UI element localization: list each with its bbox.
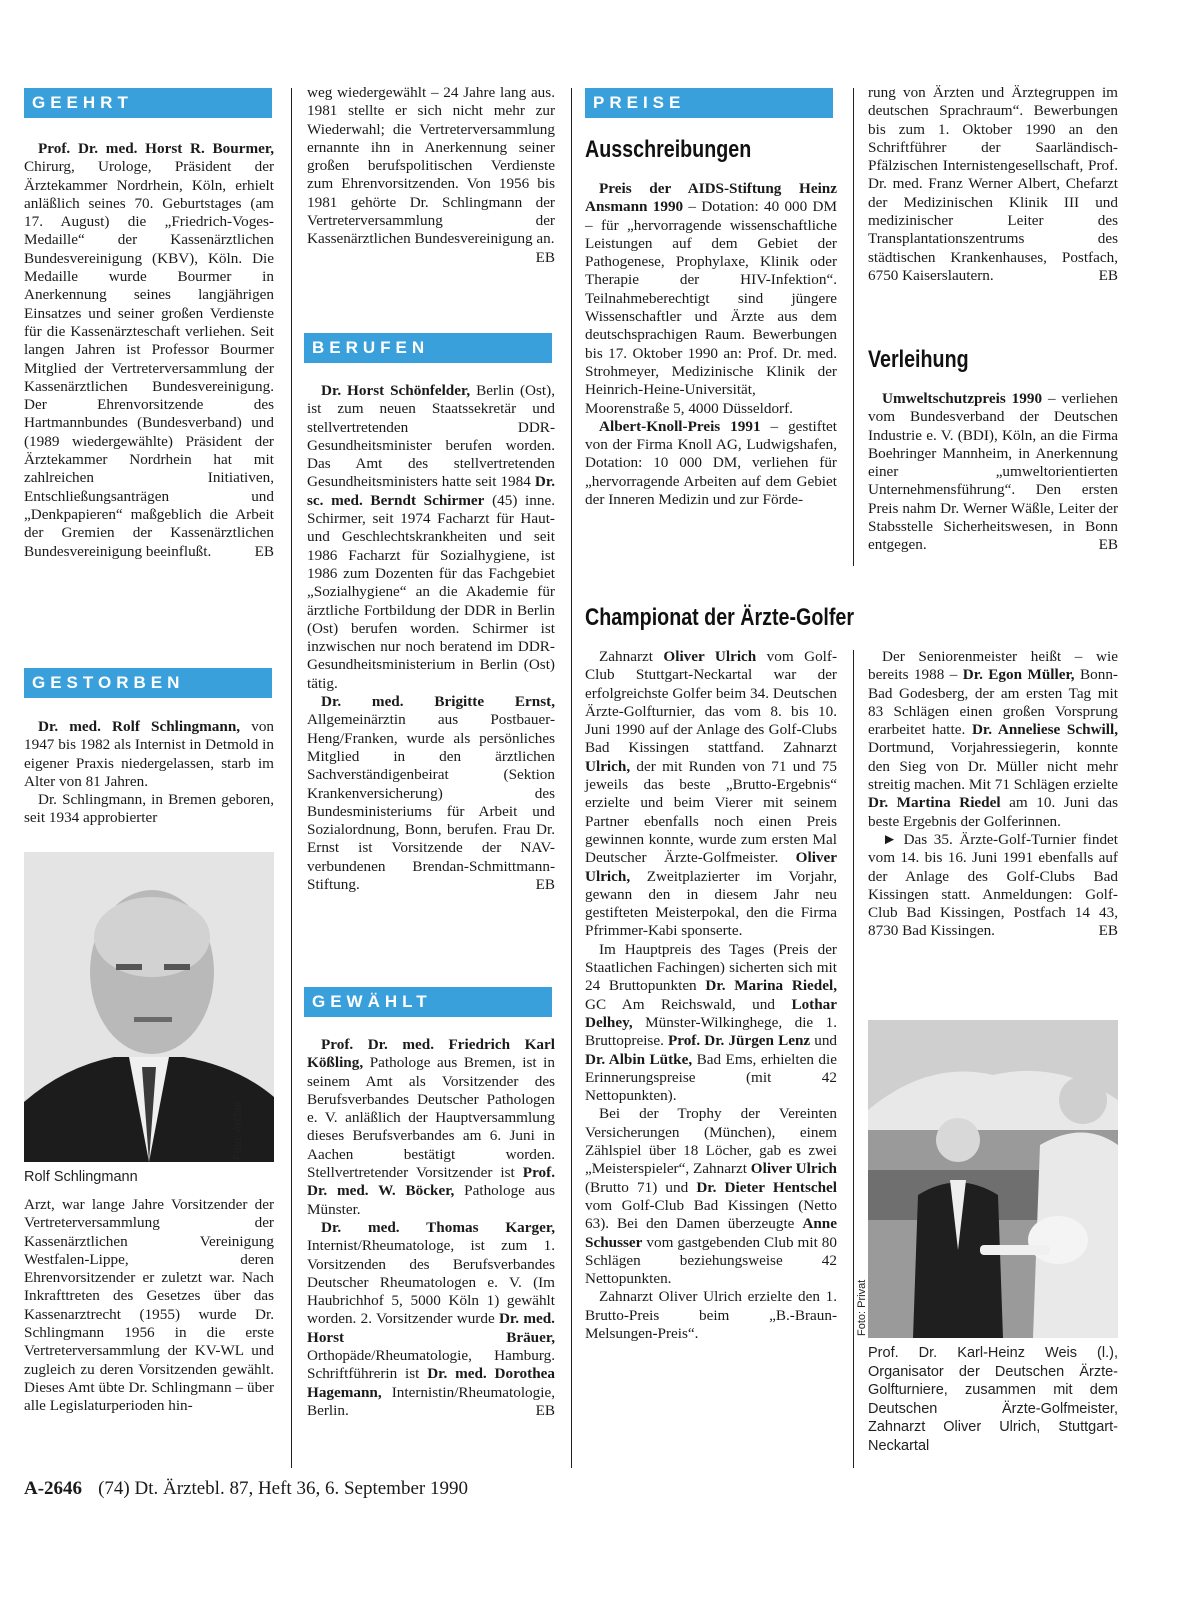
- article-body: Pathologe aus Münster.: [307, 1182, 555, 1218]
- person-name: Dr. Horst Schönfelder,: [321, 382, 471, 399]
- article-gewaehlt: [307, 1036, 555, 1420]
- article-body: Dr. Schlingmann, in Bremen geboren, seit 1934 approbierter: [24, 791, 274, 827]
- article-championat-continued: Der Seniorenmeister heißt – wie bereits 1988 – Dr. Egon Müller, Bonn-Bad Godesberg, der am ersten Tag mit 83 Schlägen einen großen Vorsprung erarbeitet hatte. Dr. Anneliese Schwill, Dortmund, Vorjahressiegerin, konnte den Sieg von Dr. Müller nicht mehr streitig machen. Mit 71 Schlägen erzielte Dr. Martina Riedel am 10. Juni das beste Ergebnis der Golferinnen. ► Das 35. Ärzte-Golf-Turnier findet vom 14. bis 16. Juni 1991 ebenfalls auf der Anlage des Golf-Clubs Bad Kissingen statt. Anmeldungen: Golf-Club Bad Kissingen, Postfach 14 43, 8730 Bad Kissingen. EB: [868, 648, 1118, 940]
- person-name: Prof. Dr. med. W. Böcker,: [307, 1164, 555, 1200]
- person-name: Dr. med. Dorothea Hagemann,: [307, 1365, 555, 1401]
- article-body: Chirurg, Urologe, Präsident der Ärztekammer Nordrhein, Köln, erhielt anläßlich seines 70. Geburtstages (am 17. August) die „Friedrich-Voges-Medaille“ der Kassenärztlichen Bundesvereinigung (KBV), Köln. Die Medaille wurde Bourmer in Anerkennung seines langjährigen Einsatzes und seiner großen Verdienste für die Kassenärzteschaft verliehen. Seit langen Jahren ist Professor Bourmer Mitglied der Vertreterversammlung der Kassenärztlichen Bundesvereinigung. Der Ehrenvorsitzende des Hartmannbundes (Bundesverband) und (1989 wiedergewählte) Präsident der Ärztekammer Nordrhein hat mit zahlreichen Initiativen, Entschließungsanträgen und „Denkpapieren“ maßgeblich die Arbeit der Gremien der Kassenärztlichen Bundesvereinigung beeinflußt.: [24, 158, 274, 560]
- person-name: Oliver Ulrich: [663, 648, 757, 665]
- person-name: Prof. Dr. med. Horst R. Bourmer,: [38, 140, 274, 157]
- column-rule: [571, 88, 572, 1468]
- section-label-geehrt: GEEHRT: [24, 88, 272, 118]
- headline-verleihung: Verleihung: [868, 346, 969, 373]
- article-body: Zahnarzt Oliver Ulrich erzielte den 1. Brutto-Preis beim „B.-Braun-Melsungen-Preis“.: [585, 1288, 837, 1342]
- article-body: Arzt, war lange Jahre Vorsitzender der Vertreterversammlung der Kassenärztlichen Vereinigung Westfalen-Lippe, deren Ehrenvorsitzender er zuletzt war. Nach Inkrafttreten des Gesetzes über das Kassenarztrecht (1955) wurde Dr. Schlingmann 1956 in die erste Vertreterversammlung der KV-WL und zugleich zu deren Vorsitzenden gewählt. Dieses Amt übte Dr. Schlingmann – über alle Legislaturperioden hin-: [24, 1196, 274, 1415]
- person-name: Dr. med. Thomas Karger,: [321, 1218, 555, 1236]
- person-name: Dr. Dieter Hentschel: [696, 1178, 838, 1196]
- article-schlingmann: [24, 718, 274, 828]
- page-footer: [24, 1478, 468, 1500]
- author-initials: EB: [1098, 266, 1118, 284]
- article-body: ► Das 35. Ärzte-Golf-Turnier findet vom 14. bis 16. Juni 1991 ebenfalls auf der Anlage des Golf-Clubs Bad Kissingen statt. Anmeldungen: Golf-Club Bad Kissingen, Postfach 14 43, 8730 Bad Kissingen.: [868, 830, 1118, 940]
- person-name: Oliver Ulrich: [750, 1160, 837, 1178]
- article-ausschreibungen: [585, 180, 837, 509]
- article-body: Allgemeinärztin aus Postbauer-Heng/Franken, wurde als persönliches Mitglied in den ärztlichen Sachverständigenbeirat (Sektion Krankenversicherung) des Bundesministeriums für Arbeit und Sozialordnung, Bonn, berufen. Frau Dr. Ernst ist Vorsitzende der NAV-verbundenen Brendan-Schmittmann-Stiftung.: [307, 711, 555, 894]
- article-body: von 1947 bis 1982 als Internist in Detmold in eigener Praxis niedergelassen, starb im Alter von 81 Jahren.: [24, 718, 275, 790]
- headline-championat: Championat der Ärzte-Golfer: [585, 604, 854, 631]
- person-name: Dr. Martina Riedel: [868, 794, 1001, 812]
- section-label-gewaehlt: GEWÄHLT: [304, 987, 552, 1017]
- author-initials: EB: [535, 248, 555, 266]
- article-body: (45) inne. Schirmer, seit 1974 Facharzt für Haut- und Geschlechtskrankheiten und seit 1986 Facharzt für Sozialhygiene, ist 1986 zum Dozenten für das Fachgebiet „Sozialhygiene“ an die Akademie für ärztliche Fortbildung der DDR in Berlin (Ost) berufen worden. Schirmer ist inzwischen nur noch beratend im DDR-Gesundheitsministerium in Berlin (Ost) tätig.: [307, 491, 556, 692]
- section-label-gestorben: GESTORBEN: [24, 668, 272, 698]
- prize-name: Umweltschutzpreis 1990: [882, 390, 1043, 407]
- column-rule: [853, 650, 854, 1468]
- author-initials: EB: [535, 1401, 555, 1419]
- person-name: Dr. med. Horst Bräuer,: [307, 1310, 555, 1346]
- article-body: Internistin/Rheumatologie, Berlin.: [307, 1383, 555, 1419]
- author-initials: EB: [535, 876, 555, 894]
- article-body: Internist/Rheumatologe, ist zum 1. Vorsitzenden des Berufsverbandes Deutscher Rheumatologen e. V. (Im Haubrichhof 5, 5000 Köln 1) gewählt worden. 2. Vorsitzender wurde: [307, 1237, 555, 1328]
- page-number: A-2646: [24, 1478, 83, 1499]
- person-name: Prof. Dr. med. Friedrich Karl Kößling,: [307, 1036, 555, 1072]
- prize-name: Preis der AIDS-Stiftung Heinz Ansmann 1990: [585, 180, 837, 216]
- article-schlingmann-continued: [24, 1196, 274, 1416]
- person-name: Oliver Ulrich,: [585, 849, 837, 885]
- article-body: weg wiedergewählt – 24 Jahre lang aus. 1981 stellte er sich nicht mehr zur Wiederwahl; die Vertreterversammlung ernannte ihn in Anerkennung seiner großen berufspolitischen Verdienste zum Ehrenvorsitzenden. Von 1956 bis 1981 gehörte Dr. Schlingmann der Vertreterversammlung der Kassenärztlichen Bundesvereinigung an.: [307, 84, 555, 248]
- article-body: Orthopäde/Rheumatologie, Hamburg. Schriftführerin ist: [307, 1347, 555, 1383]
- golf-photo: [868, 1020, 1118, 1338]
- headline-ausschreibungen: Ausschreibungen: [585, 136, 752, 163]
- person-name: Dr. Albin Lütke,: [585, 1050, 693, 1068]
- person-name: Prof. Dr. Jürgen Lenz: [667, 1032, 811, 1050]
- article-bourmer: [24, 140, 274, 561]
- column-rule: [291, 88, 292, 1468]
- person-name: Ulrich,: [585, 757, 631, 775]
- column-rule: [853, 88, 854, 566]
- author-initials: EB: [254, 542, 274, 560]
- article-verleihung: [868, 390, 1118, 555]
- prize-name: Albert-Knoll-Preis 1991: [599, 417, 761, 435]
- article-body: – verliehen vom Bundesverband der Deutschen Industrie e. V. (BDI), Köln, an die Firma Boehringer Mannheim, in Anerkennung einer „umweltorientierten Unternehmensführung“. Den ersten Preis nahm Dr. Werner Wäßle, Leiter der Stabsstelle Sicherheitswesen, in Bonn entgegen.: [868, 390, 1118, 554]
- article-berufen: [307, 382, 555, 894]
- person-name: Dr. Anneliese Schwill,: [971, 721, 1118, 739]
- person-name: Dr. med. Brigitte Ernst,: [321, 693, 555, 711]
- article-body: Berlin (Ost), ist zum neuen Staatssekretär und stellvertretenden DDR-Gesundheitsminister berufen worden. Das Amt des stellvertretenden Gesundheitsministers hatte seit 1984: [307, 382, 555, 491]
- person-name: Anne Schusser: [585, 1215, 837, 1251]
- person-name: Dr. med. Rolf Schlingmann,: [38, 718, 241, 735]
- person-name: Lothar Delhey,: [585, 995, 837, 1031]
- photo-caption: Prof. Dr. Karl-Heinz Weis (l.), Organisator der Deutschen Ärzte-Golfturniere, zusammen mit dem Deutschen Ärzte-Golfmeister, Zahnarzt Oliver Ulrich, Stuttgart-Neckartal: [868, 1345, 1118, 1454]
- article-body: Pathologe aus Bremen, ist in seinem Amt als Vorsitzender des Berufsverbandes Deutscher Pathologen e. V. anläßlich der Hauptversammlung dieses Berufsverbandes am 6. Juni in Aachen bestätigt worden. Stellvertretender Vorsitzender ist: [307, 1054, 555, 1182]
- article-body: – Dotation: 40 000 DM – für „hervorragende wissenschaftliche Leistungen auf dem Gebiet der Pathogenese, Prophylaxe, Klinik oder Therapie der HIV-Infektion“. Teilnahmeberechtigt sind jüngere Wissenschaftler und Ärzte aus dem deutschsprachigen Raum. Bewerbungen bis 17. Oktober 1990 an: Prof. Dr. med. Strohmeyer, Medizinische Klinik der Heinrich-Heine-Universität, Moorenstraße 5, 4000 Düsseldorf.: [585, 198, 838, 417]
- section-label-berufen: BERUFEN: [304, 333, 552, 363]
- section-label-preise: PREISE: [585, 88, 833, 118]
- issue-info: (74) Dt. Ärztebl. 87, Heft 36, 6. September 1990: [98, 1478, 468, 1499]
- person-name: Dr. Egon Müller,: [962, 666, 1075, 684]
- photo-caption: Rolf Schlingmann: [24, 1169, 138, 1185]
- article-schlingmann-end: [307, 84, 555, 267]
- photo-credit: Foto: Privat: [856, 1279, 868, 1336]
- golf-illustration: [868, 1020, 1118, 1338]
- author-initials: EB: [1098, 922, 1118, 940]
- article-body: – gestiftet von der Firma Knoll AG, Ludwigshafen, Dotation: 10 000 DM, verliehen für „hervorragende Arbeiten auf dem Gebiet der Inneren Medizin und zur Förde-: [585, 417, 837, 509]
- photo-credit: Foto: Archiv: [232, 1101, 244, 1160]
- article-body: rung von Ärzten und Ärztegruppen im deutschen Sprachraum“. Bewerbungen bis zum 1. Oktober 1990 an den Schriftführer der Saarländisch-Pfälzischen Internistengesellschaft, Prof. Dr. med. Franz Werner Albert, Chefarzt der Medizinischen Klinik III und medizinischer Leiter des Transplantationszentrums des städtischen Krankenhauses, Postfach, 6750 Kaiserslautern.: [868, 84, 1118, 284]
- author-initials: EB: [1098, 536, 1118, 554]
- person-name: Dr. Marina Riedel,: [705, 977, 837, 995]
- article-championat: Zahnarzt Oliver Ulrich vom Golf-Club Stuttgart-Neckartal war der erfolgreichste Golfer beim 34. Deutschen Ärzte-Golfturnier, das vom 8. bis 10. Juni 1990 auf der Anlage des Golf-Clubs Bad Kissingen stattfand. Zahnarzt Ulrich, der mit Runden von 71 und 75 jeweils das beste „Brutto-Ergebnis“ erzielte und beim Vierer mit seinem Partner ebenfalls noch einen Preis gewinnen konnte, wurde zum ersten Mal Deutscher Ärzte-Golfmeister. Oliver Ulrich, Zweitplazierter im Vorjahr, gewann den in diesem Jahr neu gestifteten Meisterpokal, den die Firma Pfrimmer-Kabi sponserte. Im Hauptpreis des Tages (Preis der Staatlichen Fachingen) sicherten sich mit 24 Bruttopunkten Dr. Marina Riedel, GC Am Reichswald, und Lothar Delhey, Münster-Wilkinghege, die 1. Bruttopreise. Prof. Dr. Jürgen Lenz und Dr. Albin Lütke, Bad Ems, erhielten die Erinnerungspreise (mit 42 Nettopunkten). Bei der Trophy der Vereinten Versicherungen (München), einem Zählspiel über 18 Löcher, gab es zwei „Meisterspieler“, Zahnarzt Oliver Ulrich (Brutto 71) und Dr. Dieter Hentschel vom Golf-Club Bad Kissingen (Netto 63). Bei den Damen überzeugte Anne Schusser vom gastgebenden Club mit 80 Schlägen beziehungsweise 42 Nettopunkten. Zahnarzt Oliver Ulrich erzielte den 1. Brutto-Preis beim „B.-Braun-Melsungen-Preis“.: [585, 648, 838, 1342]
- person-name: Dr. sc. med. Berndt Schirmer: [307, 473, 555, 509]
- article-ausschreibungen-end: [868, 84, 1118, 285]
